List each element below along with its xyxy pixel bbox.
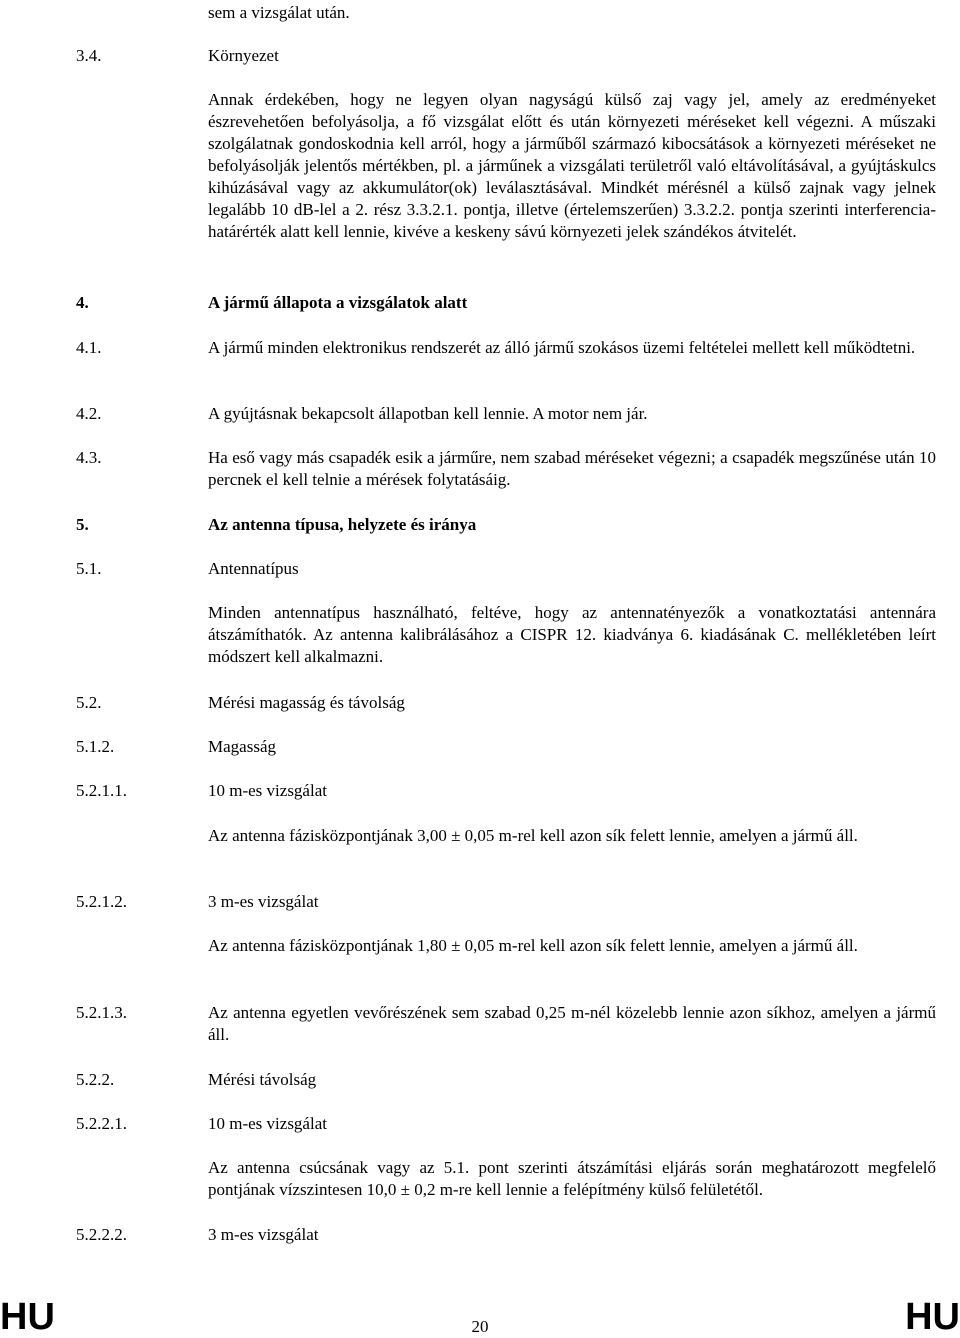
section-number-5-2-1-2: 5.2.1.2. (76, 892, 127, 911)
section-title-3-4: Környezet (208, 46, 279, 65)
section-number-4: 4. (76, 293, 89, 312)
paragraph-5-2-2-1: Az antenna csúcsának vagy az 5.1. pont szerinti átszámítási eljárás során meghatározott megfelelő pontjának vízszintesen 10,0 ± 0,2 m-re kell lennie a felépítmény külső felületétől. (208, 1158, 936, 1199)
paragraph-4-1: A jármű minden elektronikus rendszerét az álló jármű szokásos üzemi feltételei mellett kell működtetni. (208, 338, 916, 357)
section-number-4-3: 4.3. (76, 448, 102, 467)
section-title-5-2: Mérési magasság és távolság (208, 693, 405, 712)
section-number-4-1: 4.1. (76, 338, 102, 357)
footer-left-language-mark: HU (0, 1296, 55, 1338)
section-title-4: A jármű állapota a vizsgálatok alatt (208, 293, 468, 312)
section-number-5-2-1-1: 5.2.1.1. (76, 781, 127, 800)
section-number-5-2-2: 5.2.2. (76, 1070, 115, 1089)
footer-right-language-mark: HU (905, 1296, 960, 1338)
section-number-4-2: 4.2. (76, 404, 102, 423)
page-number: 20 (471, 1317, 489, 1336)
section-title-5-2-2: Mérési távolság (208, 1070, 317, 1089)
paragraph-5-1: Minden antennatípus használható, feltéve, hogy az antennatényezők a vonatkoztatási antennára átszámíthatók. Az antenna kalibrálásához a CISPR 12. kiadványa 6. kiadásának C. mellékletében leírt módszert kell alkalmazni. (208, 603, 936, 666)
section-title-5-1-2: Magasság (208, 737, 276, 756)
section-number-5-2-2-1: 5.2.2.1. (76, 1114, 127, 1133)
continued-text: sem a vizsgálat után. (208, 3, 350, 22)
paragraph-5-2-1-2: Az antenna fázisközpontjának 1,80 ± 0,05 m-rel kell azon sík felett lennie, amelyen a jármű áll. (208, 936, 858, 955)
section-title-5: Az antenna típusa, helyzete és iránya (208, 515, 477, 534)
section-number-5-2-1-3: 5.2.1.3. (76, 1003, 127, 1022)
paragraph-5-2-1-3: Az antenna egyetlen vevőrészének sem szabad 0,25 m-nél közelebb lennie azon síkhoz, amelyen a jármű áll. (208, 1003, 936, 1044)
paragraph-4-3: Ha eső vagy más csapadék esik a járműre, nem szabad méréseket végezni; a csapadék megszűnése után 10 percnek el kell telnie a mérések folytatásáig. (208, 448, 936, 489)
section-title-5-1: Antennatípus (208, 559, 299, 578)
paragraph-5-2-1-1: Az antenna fázisközpontjának 3,00 ± 0,05 m-rel kell azon sík felett lennie, amelyen a jármű áll. (208, 826, 858, 845)
section-number-5-1-2: 5.1.2. (76, 737, 115, 756)
section-title-5-2-1-1: 10 m-es vizsgálat (208, 781, 327, 800)
section-number-5: 5. (76, 515, 89, 534)
section-number-5-1: 5.1. (76, 559, 102, 578)
section-title-5-2-1-2: 3 m-es vizsgálat (208, 892, 319, 911)
section-number-5-2-2-2: 5.2.2.2. (76, 1225, 127, 1244)
section-number-3-4: 3.4. (76, 46, 102, 65)
paragraph-4-2: A gyújtásnak bekapcsolt állapotban kell lennie. A motor nem jár. (208, 404, 648, 423)
section-title-5-2-2-2: 3 m-es vizsgálat (208, 1225, 319, 1244)
section-title-5-2-2-1: 10 m-es vizsgálat (208, 1114, 327, 1133)
paragraph-3-4: Annak érdekében, hogy ne legyen olyan nagyságú külső zaj vagy jel, amely az eredményeket észrevehetően befolyásolja, a fő vizsgálat előtt és után környezeti méréseket kell végezni. A műszaki szolgálatnak gondoskodnia kell arról, hogy a járműből származó kibocsátások a környezeti méréseket ne befolyásolják jelentős mértékben, pl. a járműnek a vizsgálati területről való eltávolításával, a gyújtáskulcs kihúzásával vagy az akkumulátor(ok) leválasztásával. Mindkét mérésnél a külső zajnak vagy jelnek legalább 10 dB-lel a 2. rész 3.3.2.1. pontja, illetve (értelemszerűen) 3.3.2.2. pontja szerinti interferencia-határérték alatt kell lennie, kivéve a keskeny sávú környezeti jelek szándékos átvitelét. (208, 90, 936, 241)
section-number-5-2: 5.2. (76, 693, 102, 712)
